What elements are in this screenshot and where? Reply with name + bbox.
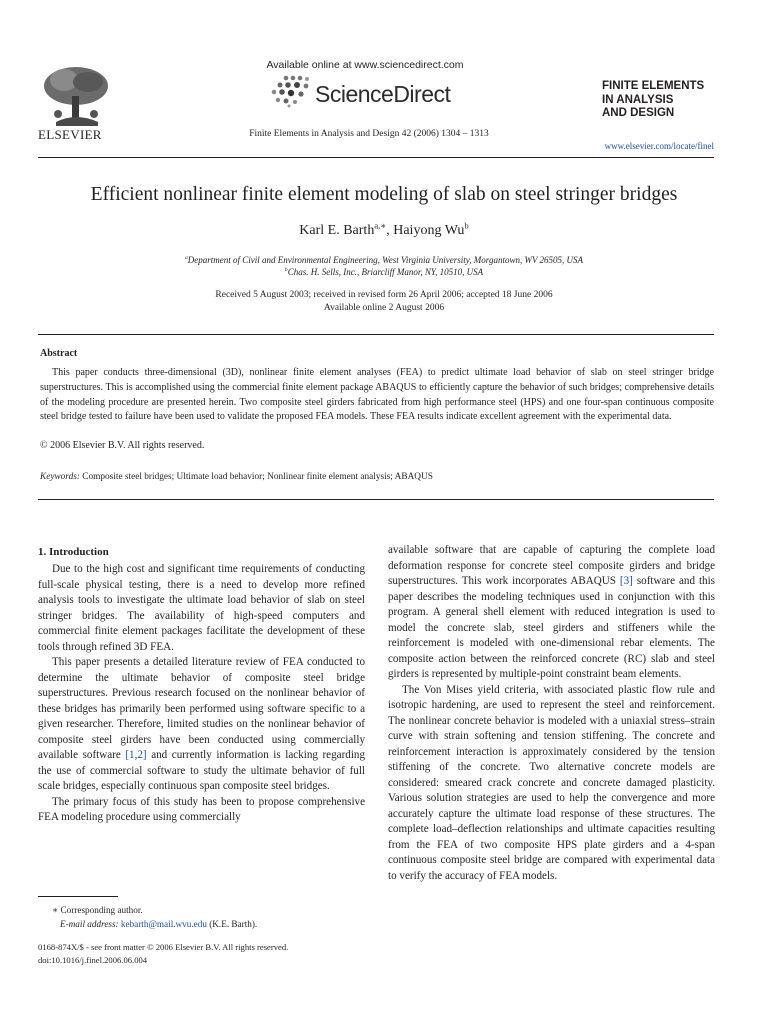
body-column-left xyxy=(38,562,365,826)
author-separator: , xyxy=(386,223,394,238)
journal-brand-line2: IN ANALYSIS xyxy=(602,93,674,106)
affiliation-b xyxy=(30,267,738,277)
abstract-text: This paper conducts three-dimensional (3D), nonlinear finite element analyses (FEA) to predict ultimate load behavior of slab on steel stringer bridge superstructures. This is accomplished using the commercial finite element package ABAQUS to efficiently capture the behavior of such bridges; comprehensive details of the modeling procedure are presented herein. Two composite steel girders fabricated from high performance steel (HPS) and one four-span continuous composite steel bridge tested to failure have been used to validate the proposed FEA models. These FEA results indicate excellent agreement with the experimental data. xyxy=(40,367,714,423)
citation-link[interactable]: [3] xyxy=(619,575,633,587)
footnote-corresponding xyxy=(52,905,143,916)
sciencedirect-dots-icon xyxy=(268,74,316,108)
footnote-text: Corresponding author. xyxy=(58,905,143,915)
paragraph: The primary focus of this study has been to propose comprehensive FEA modeling procedure using commercially xyxy=(38,795,365,823)
elsevier-tree-logo xyxy=(38,62,114,128)
affiliation-mark: b xyxy=(284,267,288,273)
author-affiliation-mark: b xyxy=(464,220,469,231)
sciencedirect-logo-text: ScienceDirect xyxy=(315,81,451,107)
article-title: Efficient nonlinear finite element modeling of slab on steel stringer bridges xyxy=(90,184,678,205)
author-name: Karl E. Barth xyxy=(299,223,375,238)
keywords-label: Keywords: xyxy=(40,472,80,482)
email-link[interactable]: kebarth@mail.wvu.edu xyxy=(120,919,207,929)
email-suffix: (K.E. Barth). xyxy=(206,919,258,929)
keywords-divider xyxy=(38,499,714,500)
author-name: Haiyong Wu xyxy=(393,223,465,238)
journal-brand-line1: FINITE ELEMENTS xyxy=(602,80,705,92)
header-divider xyxy=(38,157,714,158)
paragraph xyxy=(38,655,365,795)
publisher-name: ELSEVIER xyxy=(38,127,102,142)
abstract-body xyxy=(40,366,714,425)
paragraph-text: and currently information is lacking regarding the use of commercial software to study the ultimate behavior of full scale bridges, especially continuous span composite steel bridges. xyxy=(38,749,365,792)
paragraph xyxy=(388,543,715,683)
front-matter-issn: 0168-874X/$ - see front matter © 2006 Elsevier B.V. All rights reserved. xyxy=(38,942,289,952)
paragraph-text: software and this paper describes the modeling techniques used in conjunction with this program. A general shell element with reduced integration is used to model the concrete slab, steel girders and stiffeners while the reinforcement is modeled with one-dimensional rebar elements. The composite action between the reinforced concrete (RC) slab and steel girders is represented by multiple-point constraint beam elements. xyxy=(388,575,715,680)
author-list xyxy=(30,220,738,239)
footnote-mark: ∗ xyxy=(52,905,59,915)
author-affiliation-mark: a,∗ xyxy=(374,220,387,231)
journal-brand-line3: AND DESIGN xyxy=(602,107,675,119)
received-dates: Received 5 August 2003; received in revised form 26 April 2006; accepted 18 June 2006 xyxy=(215,290,553,300)
footnote-divider xyxy=(38,896,118,897)
journal-reference: Finite Elements in Analysis and Design 42 (2006) 1304 – 1313 xyxy=(249,129,489,139)
footnote-email xyxy=(60,919,257,929)
paragraph: Due to the high cost and significant time requirements of conducting full-scale physical testing, there is a need to develop more refined analysis tools to investigate the ultimate load behavior of slab on steel stringer bridges. The availability of high-speed computers and commercial finite element packages facilitate the development of these tools through refined 3D FEA. xyxy=(38,563,365,653)
email-label: E-mail address: xyxy=(60,919,119,929)
affiliation-mark: a xyxy=(184,255,188,261)
available-online-link[interactable]: Available online at www.sciencedirect.com xyxy=(266,59,464,71)
abstract-copyright: © 2006 Elsevier B.V. All rights reserved. xyxy=(40,440,205,451)
paragraph-text: available software that are capable of capturing the complete load deformation response for concrete steel composite girders and bridge superstructures. This work incorporates ABAQUS xyxy=(388,544,715,587)
abstract-heading: Abstract xyxy=(40,348,78,359)
keywords-text: Composite steel bridges; Ultimate load behavior; Nonlinear finite element analysis; ABAQUS xyxy=(79,472,433,482)
affiliation-text: Department of Civil and Environmental Engineering, West Virginia University, Morgantown, WV 26505, USA xyxy=(187,255,584,265)
journal-url-link[interactable]: www.elsevier.com/locate/finel xyxy=(604,141,714,151)
paragraph: The Von Mises yield criteria, with associated plastic flow rule and isotropic hardening, are used to represent the steel and reinforcement. The nonlinear concrete behavior is modeled with a uniaxial stress–strain curve with strain softening and tension stiffening. The concrete and reinforcement interaction is approximately considered by the tension stiffening of the concrete. Two alternative concrete models are considered: smeared crack concrete and concrete damaged plasticity. Various solution strategies are used to help the convergence and more accurately capture the ultimate load response of these structures. The complete load–deflection relationships and ultimate capacities resulting from the FEA of two composite HPS plate girders and a 4-span continuous composite steel bridge are compared with experimental data to verify the accuracy of FEA models. xyxy=(388,683,715,882)
section-heading: 1. Introduction xyxy=(38,546,109,558)
affiliation-text: Chas. H. Sells, Inc., Briarcliff Manor, NY, 10510, USA xyxy=(287,267,484,277)
citation-link[interactable]: [1,2] xyxy=(125,749,147,761)
abstract-divider xyxy=(38,334,714,335)
affiliation-a xyxy=(30,255,738,265)
paragraph-text: This paper presents a detailed literature review of FEA conducted to determine the ultimate behavior of composite steel bridge superstructures. Previous research focused on the nonlinear behavior of these bridges has primarily been performed using software specific to a given researcher. Therefore, limited studies on the nonlinear behavior of composite steel girders have been conducted using commercially available software xyxy=(38,656,365,761)
doi-link[interactable]: doi:10.1016/j.finel.2006.06.004 xyxy=(38,955,148,965)
available-online-date: Available online 2 August 2006 xyxy=(323,303,445,313)
body-column-right xyxy=(388,543,715,884)
keywords xyxy=(40,472,714,482)
